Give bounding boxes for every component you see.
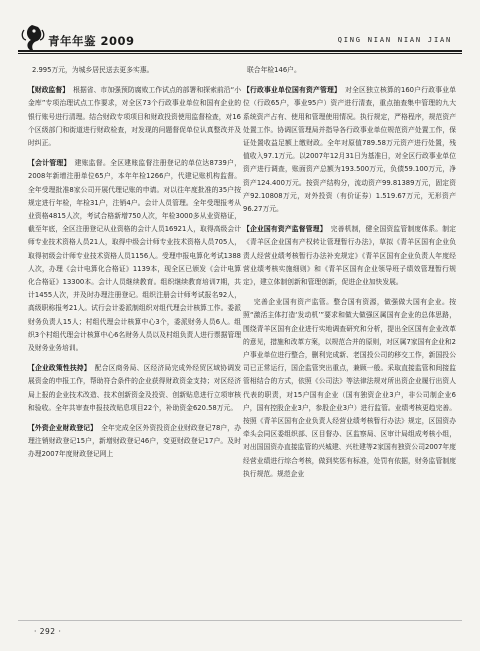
page-number: · 292 · — [34, 627, 62, 636]
paragraph-text: 完善机制，健全国资监管制度体系。制定《青羊区企业国有产权转让管理暂行办法》，草拟《青羊区国有企业负责人经营业绩考核暂行办法补充规定》《青羊区国有企业负责人年度经营业绩考核实施细则》和《青羊区国有企业领导班子绩效管理暂行规定》，建立体制创新和管理创新，促进企业加快发展。 — [243, 225, 457, 287]
section-title: 【企业政策性扶持】 — [28, 364, 91, 373]
header-rule-thin — [18, 53, 462, 54]
paragraph — [28, 362, 241, 415]
yearbook-pinyin: QING NIAN NIAN JIAN — [337, 36, 452, 44]
paragraph-text: 联合年检146户。 — [247, 66, 301, 74]
left-column — [28, 64, 241, 469]
paragraph — [243, 64, 456, 77]
right-column — [243, 64, 456, 488]
paragraph-text: 完善企业国有资产监管。整合国有资源，做强做大国有企业。按照“激活主体打造‘发动机’”要求和做大做强区属国有企业的总体思路，围绕青羊区国有企业进行实地调查研究和分析，提出全区国有企业改革的意见，措施和改革方案，以规范合并的原则，对区属7家国有企业和2户事业单位进行整合，删利完成新、老国投公司的移交工作，新国投公司已正常运行，国企监管突出重点，兼顾一般。采取直接监管和间接监管相结合的方式，依照《公司法》等法律法规对所出资企业履行出资人代表的职责，对15户国有企业（国有独资企业3户，非公司制企业6户，国有控股企业3户，参股企业3户）进行监管。业绩考核更趋完善。按照《青羊区国有企业负责人经营业绩考核暂行办法》规定，区国资办牵头会同区委组织部、区目督办、区监察局、区审计局组成考核小组，对出国国资办直接监管的兴城建、兴杜建等2家国有独资公司2007年度经营业绩进行综合考核，做到奖惩有标准，处罚有依据，财务监管制度执行规范。规范企业 — [243, 298, 456, 478]
section-title: 【外资企业财政登记】 — [28, 424, 98, 433]
paragraph-text: 根据省、市加强预防腐败工作试点的部署和探索前沿“小金库”专项治理试点工作要求，对全区73个行政事业单位和国有企业的银行账号进行清理。结合财政专项项目和财政投资使用监督检查，对16个区级部门和街道进行财政检查，对发现的问题督促单位认真整改并及时纠正。 — [28, 86, 241, 148]
paragraph-text: 建账监督。全区建账监督注册登记的单位达8739户，2008年新增注册单位65户，本年年检1266户，代建记账机构监督。全年受理批准8家公司开展代理记账的申请。对以往年度批准的35户按规定进行年检，年检31户，注销4户。会计人员管理。全年受理报考从业资格4815人次，考试合格新增750人次，年检3000多从业资格证，截至年底，全区注册登记从业资格的会计人员16921人，取得高级会计师专业技术资格人员21人，取得中级会计师专业技术资格人员705人，取得初级会计师专业技术资格人员1156人。受理申报电算化考试1388人次，办理《会计电算化合格证》1139本，现全区已颁发《会计电算化合格证》13300本。会计人员继续教育。组织继续教育培训7期，共计1455人次，并及时办理注册登记。组织注册会计师考试报名92人，高级职称报考21人。试行会计委派制组织对组代理会计核算工作。委派财务负责人15人；村组代理会计核算中心3个，委派财务人员6人。组织3个村组代理会计核算中心6名财务人员以及村组负责人进行票据管理及财务业务培训。 — [28, 159, 241, 353]
paragraph — [243, 223, 456, 289]
section-title: 【企业国有资产监督管理】 — [243, 225, 327, 234]
page-header — [0, 0, 480, 58]
yearbook-title: 青年年鉴 2009 — [48, 34, 135, 48]
paragraph-text: 2.995万元，为城乡居民送去更多实惠。 — [32, 66, 154, 74]
paragraph — [28, 422, 241, 462]
paragraph-text: 配合区商务局、区经济局完成外经贸区域协调发展资金的申报工作，帮助符合条件的企业获得财政资金支持；对区经济局上报的企业技术改造、技术创新资金及投资、创新贴息进行立项审核和验收。全年共审查申报技改贴息项目22个，补助资金620.58万元。 — [28, 364, 242, 412]
footer-rule — [18, 620, 462, 621]
header-rule — [18, 50, 462, 52]
paragraph-text: 对全区独立核算的160户行政事业单位（行政65户，事业95户）资产进行清查，重点抽查集中管理的九大系统资产占有、使用和管理使用情况。执行规定，严格程序，规范资产处置工作。协调区管理局并指导各行政事业单位规范资产处置工作，保证处置收益足额上缴财政。全年对原值789.58万元资产进行处置，残值收入97.1万元。以2007年12月31日为基准日，对全区行政事业单位资产进行调查，账面资产总额为193.500万元，负债59.100万元，净资产124.400万元。按资产结构分，流动资产99.81389万元，固定资产92.10808万元，对外投资（有价证券）1.519.67万元，无形资产96.27万元。 — [243, 86, 456, 214]
yearbook-logo-icon — [18, 22, 48, 52]
section-title: 【行政事业单位国有资产管理】 — [243, 86, 342, 95]
section-title: 【财政监督】 — [28, 86, 70, 95]
paragraph — [243, 296, 456, 481]
paragraph — [28, 64, 241, 77]
section-title: 【会计管理】 — [28, 159, 71, 168]
paragraph — [28, 157, 241, 355]
paragraph — [28, 84, 241, 150]
paragraph-text: 全年完成全区外资投资企业财政登记78户，办理注销财政登记15户，新增财政登记46户，变更财政登记17户。及时办理2007年度财政登记网上 — [28, 424, 242, 459]
paragraph — [243, 84, 456, 216]
